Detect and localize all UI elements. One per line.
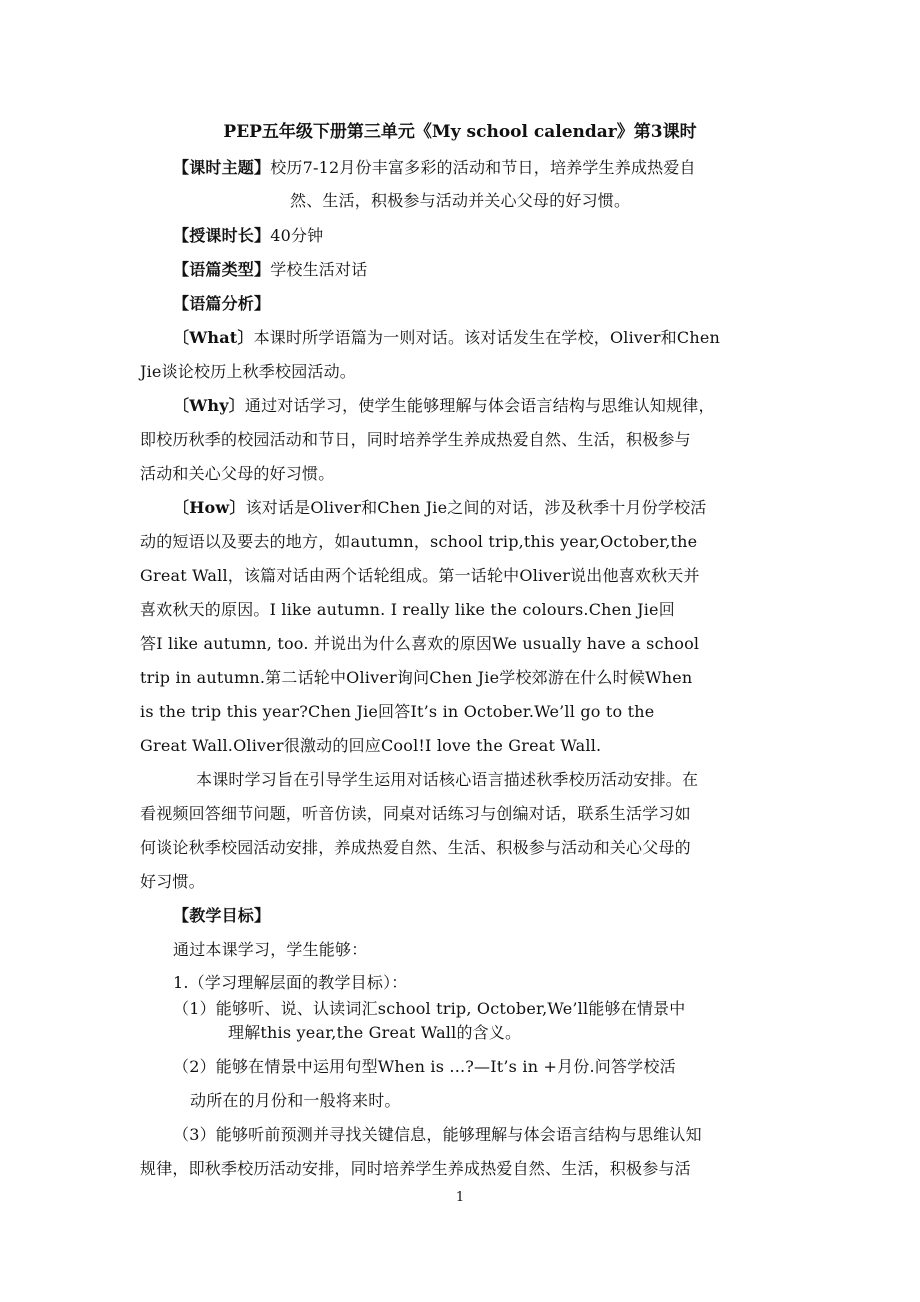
how-paragraph-line1 [173,498,707,518]
why-text-line1: 通过对话学习，使学生能够理解与体会语言结构与思维认知规律， [244,396,715,415]
what-tag: 〔What〕 [173,328,254,347]
how-text-line4: 喜欢秋天的原因。I like autumn. I really like the colours.Chen Jie回 [140,600,675,619]
topic-text-line1: 校历7-12月份丰富多彩的活动和节日，培养学生养成热爱自 [270,158,696,177]
objective-item3-line2: 规律，即秋季校历活动安排，同时培养学生养成热爱自然、生活，积极参与活 [140,1159,691,1178]
objectives-label: 【教学目标】 [173,906,271,925]
summary-text-line1: 本课时学习旨在引导学生运用对话核心语言描述秋季校历活动安排。在 [196,770,699,789]
how-text-line6: trip in autumn.第二话轮中Oliver询问Chen Jie学校郊游在什么时候When [140,668,693,687]
why-paragraph-line1 [173,396,715,416]
objectives-level1: 1.（学习理解层面的教学目标）： [173,973,408,992]
topic-label: 【课时主题】 [173,158,271,177]
what-text-line2: Jie谈论校历上秋季校园活动。 [140,362,357,381]
topic-row [173,158,696,178]
duration-row [173,226,323,246]
analysis-label: 【语篇分析】 [173,294,271,313]
objective-item2-line1: （2）能够在情景中运用句型When is ...?—It’s in +月份.问答学校活 [173,1057,676,1076]
how-text-line5: 答I like autumn, too. 并说出为什么喜欢的原因We usually have a school [140,634,700,653]
page-number: 1 [455,1190,465,1205]
what-text-line1: 本课时所学语篇为一则对话。该对话发生在学校，Oliver和Chen [253,328,720,347]
how-text-line1: 该对话是Oliver和Chen Jie之间的对话，涉及秋季十月份学校活 [245,498,707,517]
objective-item3-line1: （3）能够听前预测并寻找关键信息，能够理解与体会语言结构与思维认知 [173,1125,702,1144]
topic-text-line2: 然、生活，积极参与活动并关心父母的好习惯。 [290,191,631,210]
how-text-line8: Great Wall.Oliver很激动的回应Cool!I love the Great Wall. [140,736,602,755]
objectives-intro: 通过本课学习，学生能够： [173,940,368,959]
how-text-line7: is the trip this year?Chen Jie回答It’s in October.We’ll go to the [140,702,655,721]
objective-item1-line1: （1）能够听、说、认读词汇school trip, October,We’ll能够在情景中 [173,999,686,1018]
genre-row [173,260,367,280]
page-title: PEP五年级下册第三单元《My school calendar》第3课时 [223,122,697,142]
what-paragraph-line1 [173,328,720,348]
duration-label: 【授课时长】 [173,226,271,245]
why-tag: 〔Why〕 [173,396,245,415]
why-text-line2: 即校历秋季的校园活动和节日，同时培养学生养成热爱自然、生活，积极参与 [140,430,691,449]
duration-value: 40分钟 [270,226,324,245]
how-text-line3: Great Wall，该篇对话由两个话轮组成。第一话轮中Oliver说出他喜欢秋天并 [140,566,700,585]
genre-label: 【语篇类型】 [173,260,271,279]
objective-item2-line2: 动所在的月份和一般将来时。 [190,1091,401,1110]
genre-value: 学校生活对话 [270,260,368,279]
how-text-line2: 动的短语以及要去的地方，如autumn，school trip,this year,October,the [140,532,698,551]
summary-text-line3: 何谈论秋季校园活动安排，养成热爱自然、生活、积极参与活动和关心父母的 [140,838,691,857]
why-text-line3: 活动和关心父母的好习惯。 [140,464,335,483]
summary-text-line2: 看视频回答细节问题，听音仿读，同桌对话练习与创编对话，联系生活学习如 [140,804,691,823]
how-tag: 〔How〕 [173,498,246,517]
objective-item1-line2: 理解this year,the Great Wall的含义。 [228,1023,522,1042]
summary-text-line4: 好习惯。 [140,872,205,891]
